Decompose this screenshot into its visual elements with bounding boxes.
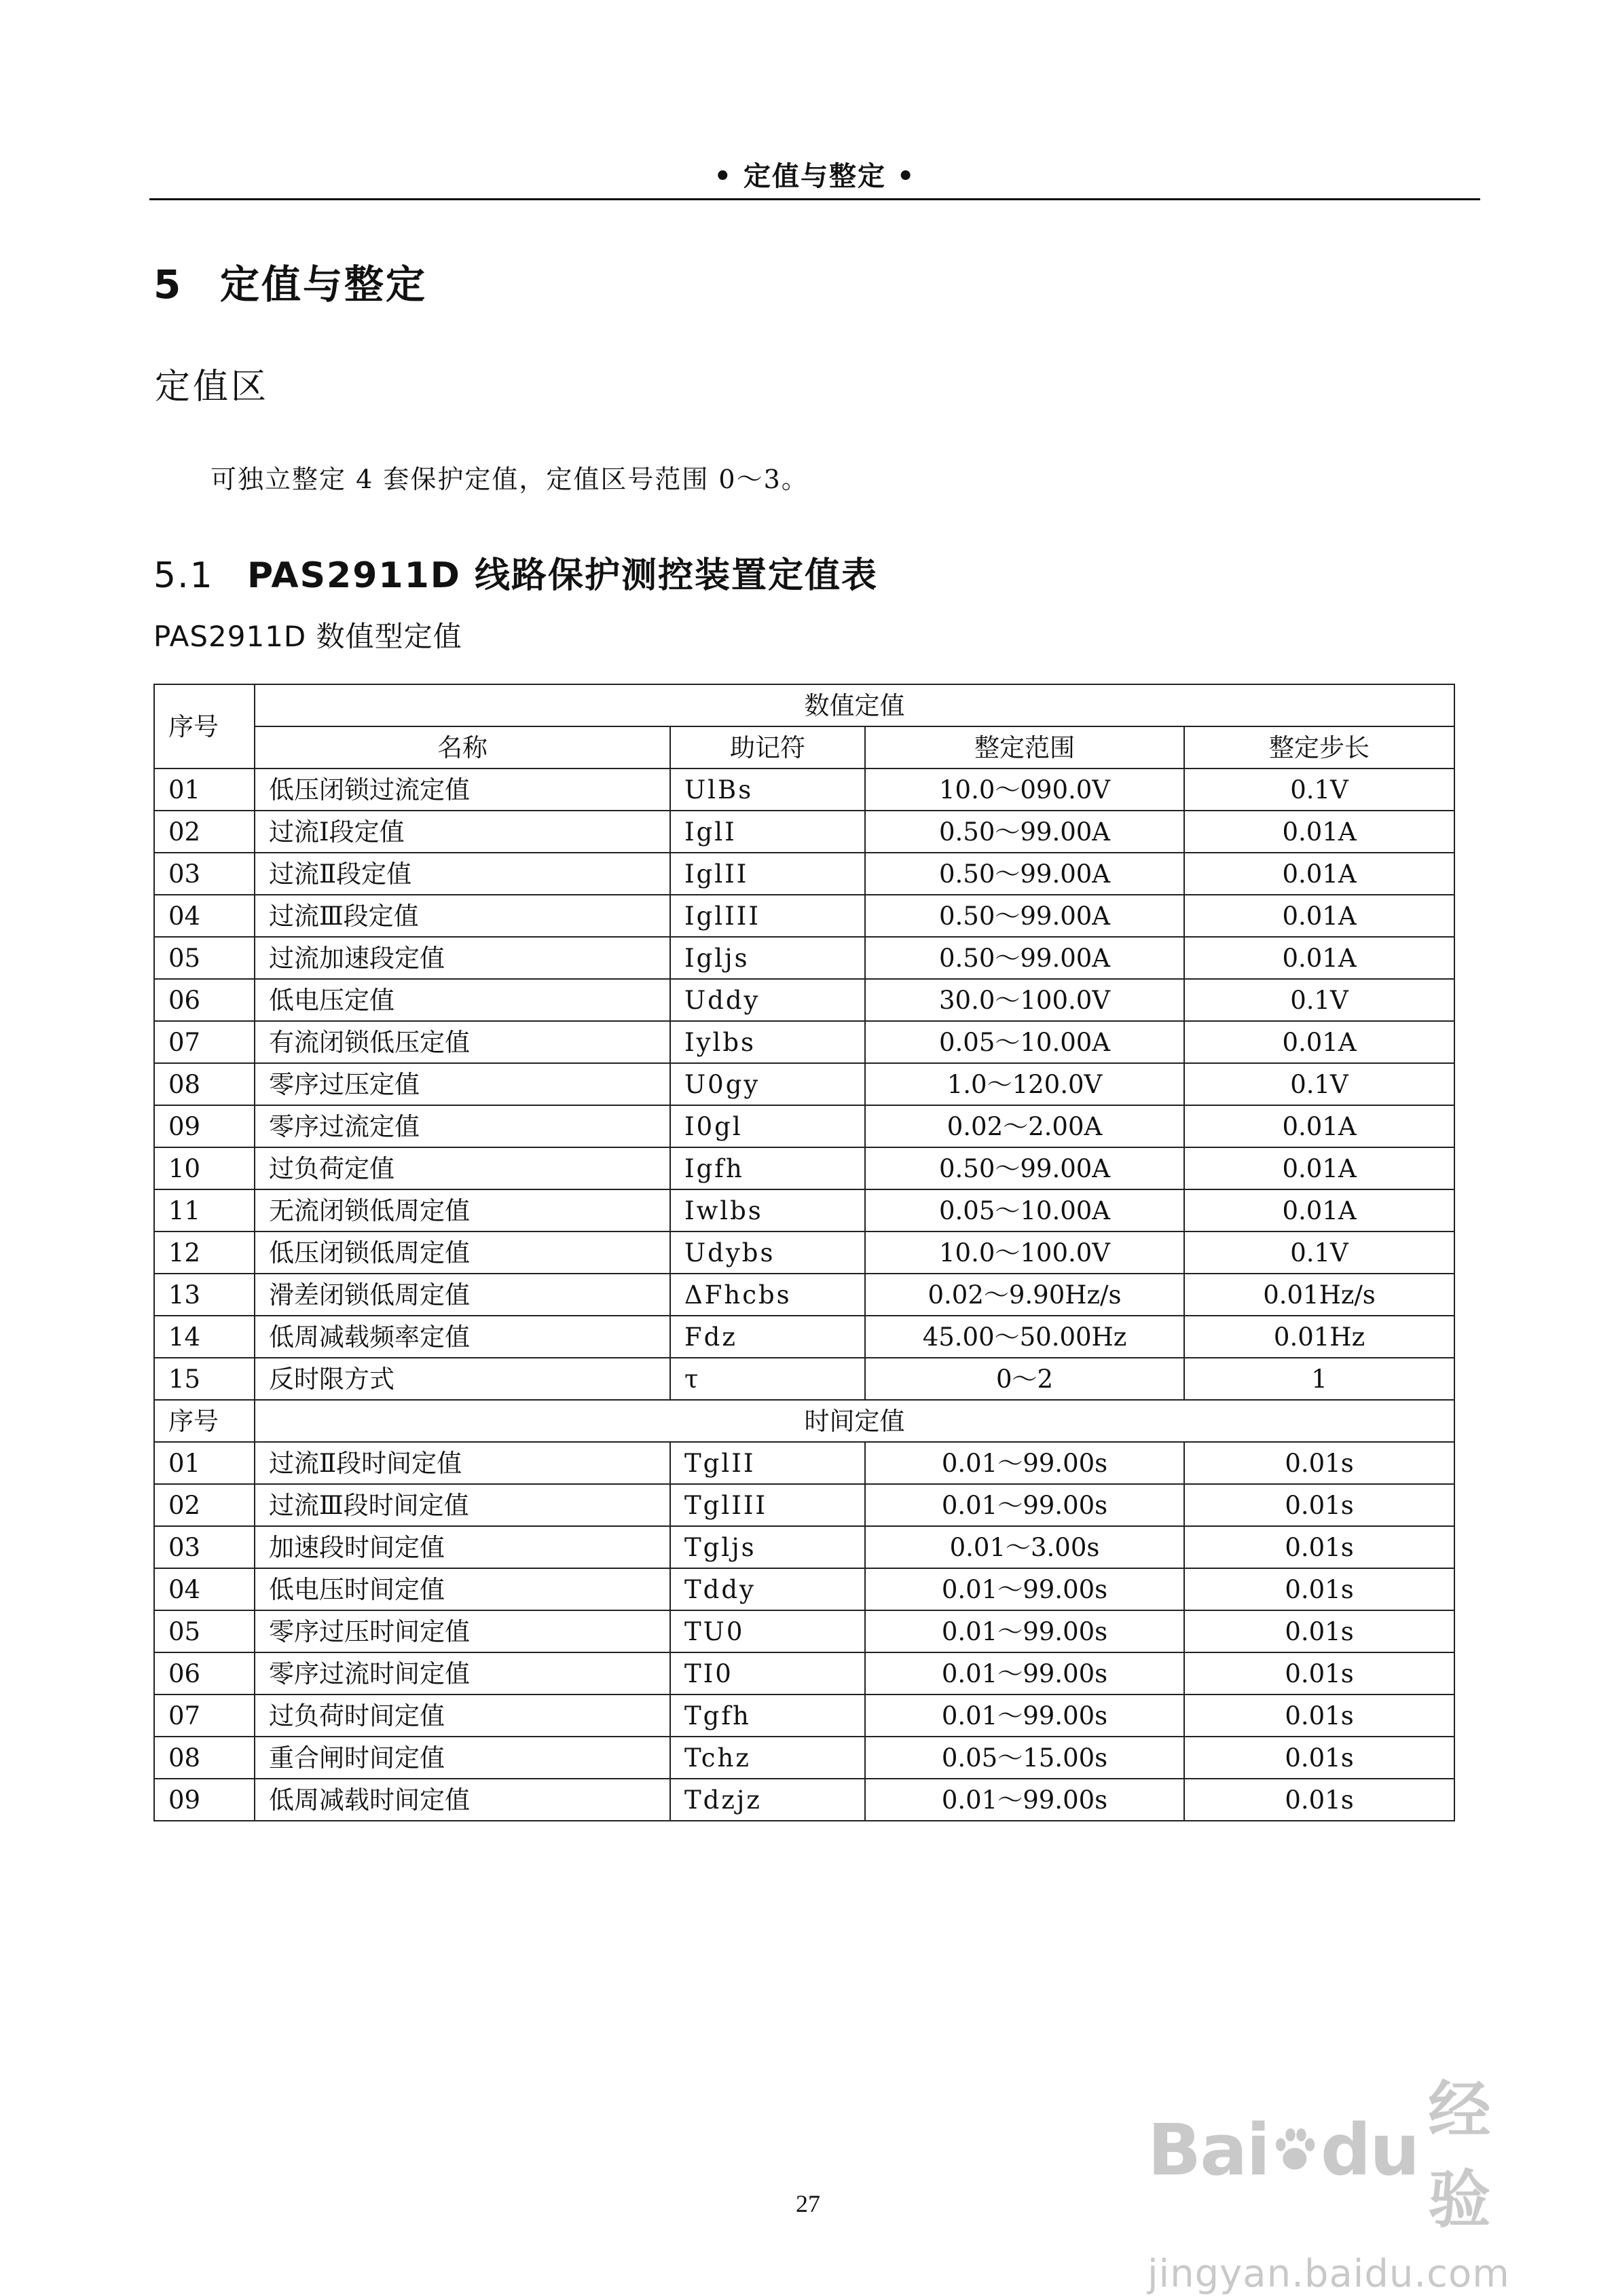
cell-range: 0.01～99.00s [865, 1484, 1184, 1526]
header-rule [149, 198, 1480, 200]
table-row [154, 811, 1454, 853]
table-row [154, 769, 1454, 811]
cell-no: 03 [154, 853, 255, 895]
cell-mnemonic: Tgfh [670, 1695, 865, 1737]
table-row [154, 979, 1454, 1021]
cell-step: 0.01s [1184, 1442, 1454, 1484]
cell-mnemonic: Iwlbs [670, 1189, 865, 1232]
cell-mnemonic: Tdzjz [670, 1779, 865, 1821]
watermark-brand: Bai [1147, 2109, 1270, 2191]
table-row [154, 1695, 1454, 1737]
settings-table [153, 684, 1455, 1821]
cell-range: 0.05～10.00A [865, 1021, 1184, 1063]
cell-range: 30.0～100.0V [865, 979, 1184, 1021]
cell-name: 过流Ⅱ段定值 [255, 853, 670, 895]
cell-name: 低电压时间定值 [255, 1568, 670, 1610]
cell-name: 过负荷定值 [255, 1147, 670, 1189]
section-number: 5.1 [153, 555, 214, 596]
cell-no: 07 [154, 1695, 255, 1737]
cell-mnemonic: Uddy [670, 979, 865, 1021]
column-header-row [154, 726, 1454, 769]
cell-name: 重合闸时间定值 [255, 1737, 670, 1779]
cell-mnemonic: Udybs [670, 1232, 865, 1274]
watermark-url: jingyan.baidu.com [1147, 2252, 1510, 2296]
cell-range: 0.01～3.00s [865, 1526, 1184, 1568]
column-header-range: 整定范围 [865, 726, 1184, 769]
table-row [154, 1189, 1454, 1232]
chapter-number: 5 [153, 261, 183, 308]
table-row [154, 1063, 1454, 1105]
chapter-title-text: 定值与整定 [220, 261, 428, 308]
cell-mnemonic: U0gy [670, 1063, 865, 1105]
cell-no: 01 [154, 1442, 255, 1484]
watermark-logo [1147, 2060, 1528, 2240]
cell-mnemonic: UlBs [670, 769, 865, 811]
cell-mnemonic: Iylbs [670, 1021, 865, 1063]
cell-no: 02 [154, 811, 255, 853]
cell-no: 04 [154, 895, 255, 937]
column-header-mnemonic: 助记符 [670, 726, 865, 769]
table-row [154, 895, 1454, 937]
cell-no: 07 [154, 1021, 255, 1063]
cell-step: 0.01s [1184, 1610, 1454, 1652]
cell-no: 14 [154, 1316, 255, 1358]
table-row [154, 1147, 1454, 1189]
cell-name: 无流闭锁低周定值 [255, 1189, 670, 1232]
watermark-sub: 经验 [1428, 2074, 1491, 2236]
table-row [154, 1568, 1454, 1610]
seq-header: 序号 [154, 684, 255, 769]
table-row [154, 1232, 1454, 1274]
cell-name: 低周减载频率定值 [255, 1316, 670, 1358]
cell-no: 15 [154, 1358, 255, 1400]
cell-range: 0.05～15.00s [865, 1737, 1184, 1779]
seq-header-time: 序号 [154, 1400, 255, 1442]
cell-range: 10.0～100.0V [865, 1232, 1184, 1274]
cell-mnemonic: Tddy [670, 1568, 865, 1610]
cell-step: 0.01Hz/s [1184, 1274, 1454, 1316]
cell-name: 滑差闭锁低周定值 [255, 1274, 670, 1316]
cell-step: 0.01s [1184, 1779, 1454, 1821]
cell-name: 加速段时间定值 [255, 1526, 670, 1568]
cell-step: 0.01Hz [1184, 1316, 1454, 1358]
cell-mnemonic: Tchz [670, 1737, 865, 1779]
table-row [154, 1316, 1454, 1358]
table-header-row [154, 684, 1454, 726]
intro-paragraph: 可独立整定 4 套保护定值，定值区号范围 0～3。 [210, 464, 809, 494]
cell-name: 过流加速段定值 [255, 937, 670, 979]
cell-name: 零序过压时间定值 [255, 1610, 670, 1652]
cell-mnemonic: ΔFhcbs [670, 1274, 865, 1316]
watermark-brand-end: du [1320, 2109, 1419, 2191]
cell-range: 0.50～99.00A [865, 811, 1184, 853]
cell-range: 0.05～10.00A [865, 1189, 1184, 1232]
cell-range: 0.02～2.00A [865, 1105, 1184, 1147]
cell-name: 过流Ⅲ段定值 [255, 895, 670, 937]
cell-no: 05 [154, 1610, 255, 1652]
cell-step: 0.01A [1184, 1189, 1454, 1232]
cell-step: 0.01s [1184, 1484, 1454, 1526]
cell-step: 0.01A [1184, 895, 1454, 937]
page-number: 27 [796, 2190, 820, 2217]
table-row [154, 1652, 1454, 1695]
group-numeric-header: 数值定值 [255, 684, 1454, 726]
table-row [154, 853, 1454, 895]
table-caption: PAS2911D 数值型定值 [153, 620, 462, 653]
cell-no: 03 [154, 1526, 255, 1568]
table-row [154, 1779, 1454, 1821]
cell-step: 0.01A [1184, 937, 1454, 979]
cell-step: 0.01s [1184, 1737, 1454, 1779]
column-header-step: 整定步长 [1184, 726, 1454, 769]
cell-mnemonic: TI0 [670, 1652, 865, 1695]
cell-mnemonic: IglIII [670, 895, 865, 937]
cell-range: 0.50～99.00A [865, 853, 1184, 895]
subsection-title: 定值区 [155, 367, 270, 407]
cell-step: 0.1V [1184, 1063, 1454, 1105]
running-header: • 定值与整定 • [714, 161, 916, 192]
cell-name: 过负荷时间定值 [255, 1695, 670, 1737]
column-header-name: 名称 [255, 726, 670, 769]
cell-no: 04 [154, 1568, 255, 1610]
cell-step: 0.01A [1184, 1147, 1454, 1189]
cell-step: 0.1V [1184, 979, 1454, 1021]
cell-mnemonic: TglII [670, 1442, 865, 1484]
cell-step: 0.1V [1184, 769, 1454, 811]
cell-name: 零序过压定值 [255, 1063, 670, 1105]
time-group-header-row [154, 1400, 1454, 1442]
table-row [154, 1484, 1454, 1526]
section-title-text: PAS2911D 线路保护测控装置定值表 [247, 555, 879, 596]
cell-no: 06 [154, 1652, 255, 1695]
cell-name: 低电压定值 [255, 979, 670, 1021]
table-row [154, 1442, 1454, 1484]
cell-name: 低周减载时间定值 [255, 1779, 670, 1821]
cell-step: 0.01A [1184, 1021, 1454, 1063]
cell-mnemonic: τ [670, 1358, 865, 1400]
table-row [154, 1737, 1454, 1779]
cell-range: 0.50～99.00A [865, 895, 1184, 937]
cell-range: 0.50～99.00A [865, 937, 1184, 979]
cell-no: 11 [154, 1189, 255, 1232]
cell-no: 12 [154, 1232, 255, 1274]
cell-range: 0.01～99.00s [865, 1442, 1184, 1484]
cell-range: 0.01～99.00s [865, 1652, 1184, 1695]
table-row [154, 937, 1454, 979]
table-row [154, 1021, 1454, 1063]
cell-step: 0.1V [1184, 1232, 1454, 1274]
cell-range: 0.50～99.00A [865, 1147, 1184, 1189]
cell-no: 08 [154, 1063, 255, 1105]
baidu-watermark [1147, 2060, 1528, 2296]
cell-name: 有流闭锁低压定值 [255, 1021, 670, 1063]
table-row [154, 1274, 1454, 1316]
cell-no: 13 [154, 1274, 255, 1316]
cell-mnemonic: Tgljs [670, 1526, 865, 1568]
table-row [154, 1610, 1454, 1652]
cell-mnemonic: I0gl [670, 1105, 865, 1147]
cell-no: 01 [154, 769, 255, 811]
cell-name: 过流Ⅰ段定值 [255, 811, 670, 853]
cell-name: 低压闭锁过流定值 [255, 769, 670, 811]
cell-step: 0.01s [1184, 1526, 1454, 1568]
cell-name: 反时限方式 [255, 1358, 670, 1400]
cell-name: 零序过流时间定值 [255, 1652, 670, 1695]
cell-no: 08 [154, 1737, 255, 1779]
section-title [153, 547, 878, 597]
cell-no: 10 [154, 1147, 255, 1189]
cell-step: 0.01A [1184, 1105, 1454, 1147]
cell-no: 09 [154, 1105, 255, 1147]
cell-step: 0.01s [1184, 1568, 1454, 1610]
table-row [154, 1358, 1454, 1400]
cell-range: 1.0～120.0V [865, 1063, 1184, 1105]
cell-mnemonic: IglI [670, 811, 865, 853]
cell-no: 09 [154, 1779, 255, 1821]
cell-no: 05 [154, 937, 255, 979]
cell-step: 0.01A [1184, 853, 1454, 895]
cell-mnemonic: Igljs [670, 937, 865, 979]
cell-step: 0.01A [1184, 811, 1454, 853]
paw-icon [1273, 2120, 1317, 2180]
table-row [154, 1105, 1454, 1147]
cell-range: 0.02～9.90Hz/s [865, 1274, 1184, 1316]
cell-step: 0.01s [1184, 1652, 1454, 1695]
cell-range: 0.01～99.00s [865, 1568, 1184, 1610]
cell-range: 10.0～090.0V [865, 769, 1184, 811]
cell-range: 0.01～99.00s [865, 1610, 1184, 1652]
cell-mnemonic: TU0 [670, 1610, 865, 1652]
chapter-title [153, 253, 427, 310]
group-time-header: 时间定值 [255, 1400, 1454, 1442]
cell-mnemonic: Fdz [670, 1316, 865, 1358]
cell-no: 06 [154, 979, 255, 1021]
cell-name: 低压闭锁低周定值 [255, 1232, 670, 1274]
cell-step: 1 [1184, 1358, 1454, 1400]
cell-range: 45.00～50.00Hz [865, 1316, 1184, 1358]
cell-step: 0.01s [1184, 1695, 1454, 1737]
cell-name: 过流Ⅲ段时间定值 [255, 1484, 670, 1526]
cell-range: 0.01～99.00s [865, 1695, 1184, 1737]
cell-range: 0.01～99.00s [865, 1779, 1184, 1821]
cell-mnemonic: TglIII [670, 1484, 865, 1526]
cell-mnemonic: IglII [670, 853, 865, 895]
cell-name: 过流Ⅱ段时间定值 [255, 1442, 670, 1484]
table-row [154, 1526, 1454, 1568]
cell-name: 零序过流定值 [255, 1105, 670, 1147]
cell-mnemonic: Igfh [670, 1147, 865, 1189]
cell-range: 0～2 [865, 1358, 1184, 1400]
cell-no: 02 [154, 1484, 255, 1526]
